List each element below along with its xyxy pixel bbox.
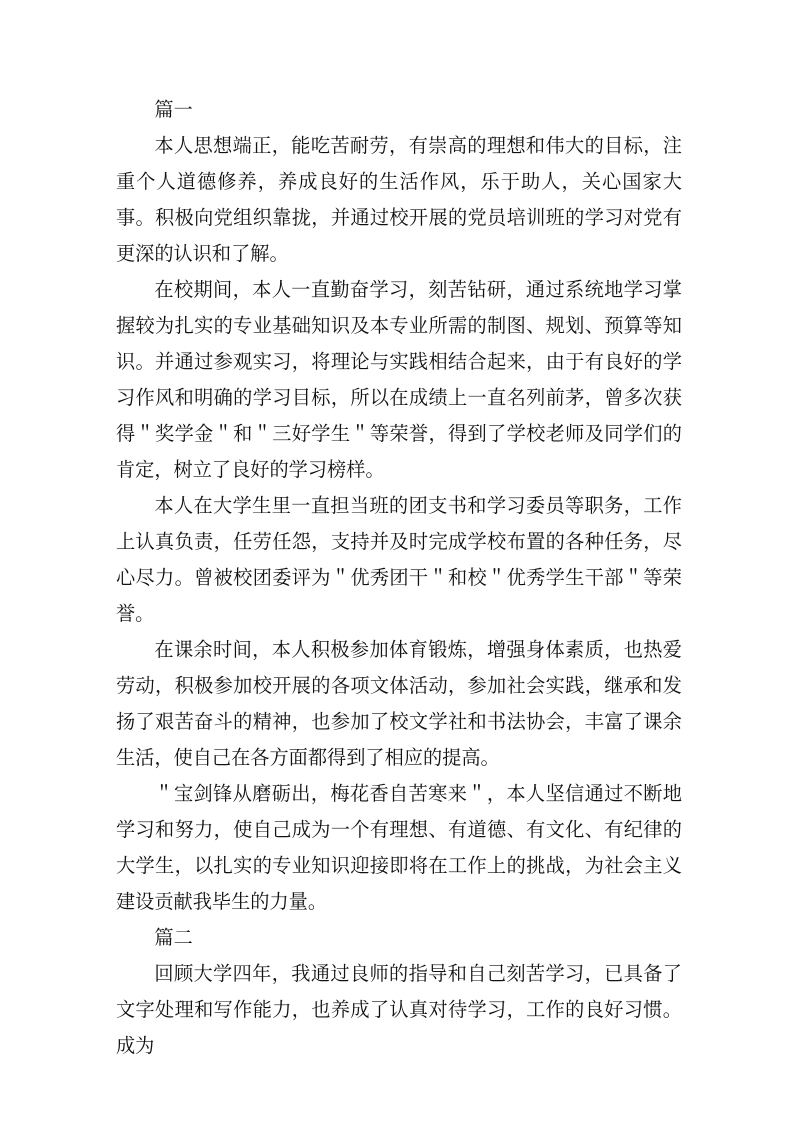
section-heading-2: 篇二: [154, 926, 193, 949]
paragraph-6: 回顾大学四年，我通过良师的指导和自己刻苦学习，已具备了文字处理和写作能力，也养成了认真对待学习，工作的良好习惯。成为: [116, 962, 682, 1057]
paragraph-3: 本人在大学生里一直担当班的团支书和学习委员等职务，工作上认真负责，任劳任怨，支持并及时完成学校布置的各种任务，尽心尽力。曾被校团委评为＂优秀团干＂和校＂优秀学生干部＂等荣誉。: [116, 494, 682, 625]
paragraph-5: ＂宝剑锋从磨砺出，梅花香自苦寒来＂，本人坚信通过不断地学习和努力，使自己成为一个有理想、有道德、有文化、有纪律的大学生，以扎实的专业知识迎接即将在工作上的挑战，为社会主义建设贡献我毕生的力量。: [116, 782, 682, 913]
paragraph-4: 在课余时间，本人积极参加体育锻炼，增强身体素质，也热爱劳动，积极参加校开展的各项文体活动，参加社会实践，继承和发扬了艰苦奋斗的精神，也参加了校文学社和书法协会，丰富了课余生活，使自己在各方面都得到了相应的提高。: [116, 638, 682, 769]
section-heading-1: 篇一: [154, 98, 193, 121]
document-page: [116, 92, 682, 1057]
paragraph-2: 在校期间，本人一直勤奋学习，刻苦钻研，通过系统地学习掌握较为扎实的专业基础知识及本专业所需的制图、规划、预算等知识。并通过参观实习，将理论与实践相结合起来，由于有良好的学习作风和明确的学习目标，所以在成绩上一直名列前茅，曾多次获得＂奖学金＂和＂三好学生＂等荣誉，得到了学校老师及同学们的肯定，树立了良好的学习榜样。: [116, 278, 682, 481]
paragraph-1: 本人思想端正，能吃苦耐劳，有崇高的理想和伟大的目标，注重个人道德修养，养成良好的生活作风，乐于助人，关心国家大事。积极向党组织靠拢，并通过校开展的党员培训班的学习对党有更深的认识和了解。: [116, 134, 682, 265]
